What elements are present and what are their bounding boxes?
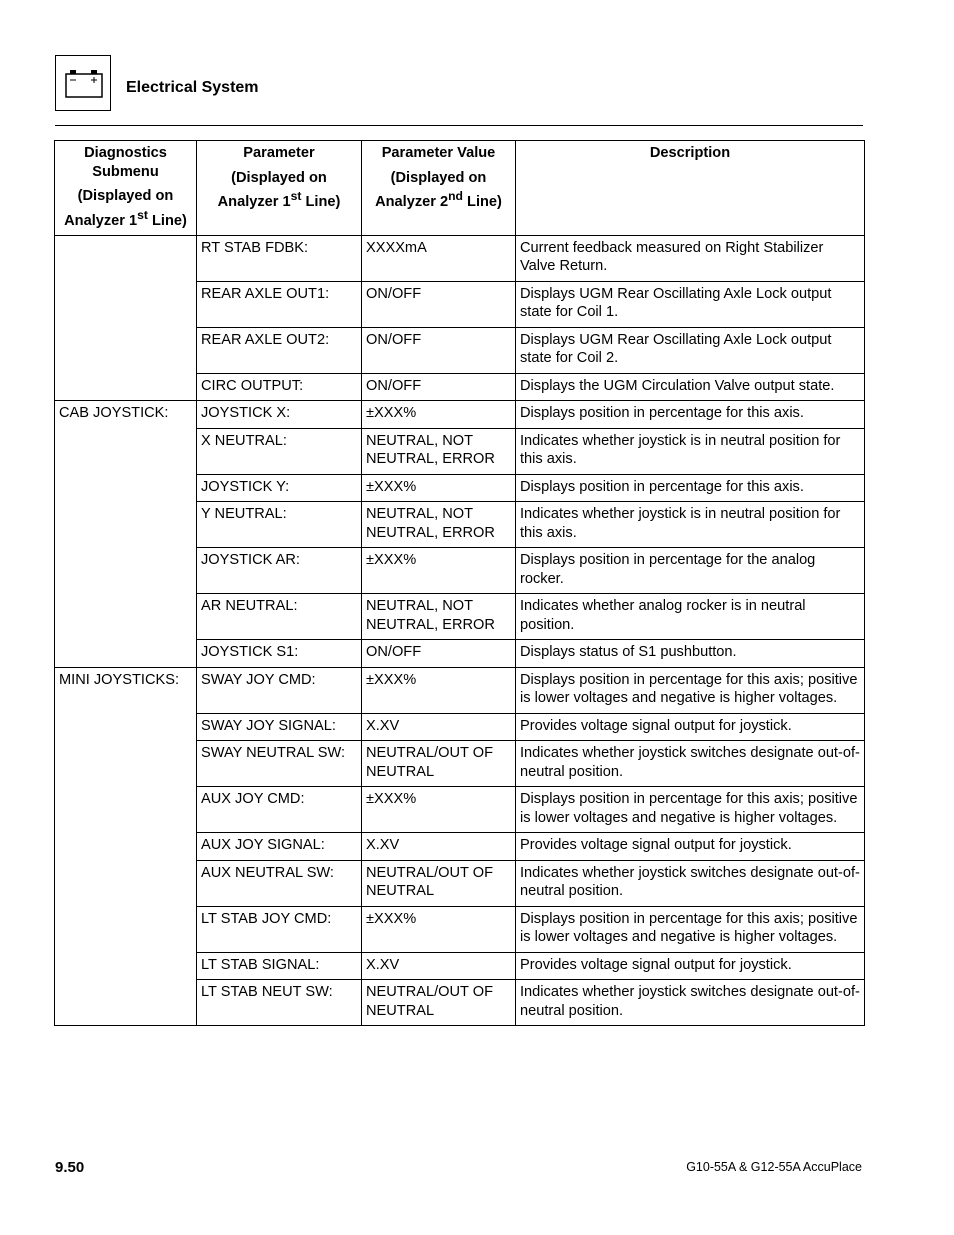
column-header-title: Parameter	[243, 145, 315, 161]
parameter-value-cell: ON/OFF	[362, 327, 516, 373]
column-header	[362, 141, 516, 236]
submenu-cell: CAB JOYSTICK:	[55, 401, 197, 668]
parameter-value-cell: NEUTRAL/OUT OF NEUTRAL	[362, 980, 516, 1026]
section-title: Electrical System	[126, 79, 259, 96]
table-row	[55, 235, 865, 281]
parameter-cell: SWAY JOY CMD:	[197, 667, 362, 713]
subtitle-text: Line)	[147, 212, 187, 229]
page-number: 9.50	[55, 1159, 85, 1176]
parameter-cell: LT STAB JOY CMD:	[197, 906, 362, 952]
description-cell: Provides voltage signal output for joystick.	[516, 952, 865, 980]
table-row	[55, 667, 865, 713]
submenu-cell: MINI JOYSTICKS:	[55, 667, 197, 1026]
parameter-cell: LT STAB SIGNAL:	[197, 952, 362, 980]
parameter-cell: CIRC OUTPUT:	[197, 373, 362, 401]
description-cell: Displays position in percentage for this axis.	[516, 401, 865, 429]
parameter-value-cell: ±XXX%	[362, 548, 516, 594]
parameter-cell: AUX NEUTRAL SW:	[197, 860, 362, 906]
description-cell: Displays UGM Rear Oscillating Axle Lock output state for Coil 2.	[516, 327, 865, 373]
parameter-cell: AR NEUTRAL:	[197, 594, 362, 640]
subtitle-text: (Displayed on Analyzer 2	[375, 169, 487, 210]
column-header-title: Diagnostics Submenu	[84, 145, 167, 180]
description-cell: Displays position in percentage for this axis; positive is lower voltages and negative is higher voltages.	[516, 787, 865, 833]
description-cell: Displays UGM Rear Oscillating Axle Lock output state for Coil 1.	[516, 281, 865, 327]
parameter-value-cell: NEUTRAL, NOT NEUTRAL, ERROR	[362, 502, 516, 548]
document-title: G10-55A & G12-55A AccuPlace	[686, 1160, 862, 1174]
battery-icon	[65, 70, 103, 98]
parameter-value-cell: ±XXX%	[362, 667, 516, 713]
description-cell: Displays position in percentage for this axis; positive is lower voltages and negative is higher voltages.	[516, 667, 865, 713]
parameter-value-cell: ON/OFF	[362, 373, 516, 401]
ordinal-suffix: nd	[448, 189, 463, 203]
table-header-row	[55, 141, 865, 236]
column-header	[197, 141, 362, 236]
parameter-cell: JOYSTICK AR:	[197, 548, 362, 594]
column-header-subtitle	[366, 169, 511, 212]
column-header	[516, 141, 865, 236]
description-cell: Indicates whether joystick is in neutral position for this axis.	[516, 428, 865, 474]
description-cell: Indicates whether joystick is in neutral position for this axis.	[516, 502, 865, 548]
parameter-value-cell: ±XXX%	[362, 906, 516, 952]
submenu-cell	[55, 235, 197, 401]
column-header-subtitle	[59, 187, 192, 230]
parameter-value-cell: ON/OFF	[362, 281, 516, 327]
parameter-cell: JOYSTICK Y:	[197, 474, 362, 502]
parameter-cell: JOYSTICK S1:	[197, 640, 362, 668]
parameter-cell: Y NEUTRAL:	[197, 502, 362, 548]
header-divider	[55, 125, 863, 126]
description-cell: Indicates whether analog rocker is in neutral position.	[516, 594, 865, 640]
description-cell: Indicates whether joystick switches designate out-of-neutral position.	[516, 741, 865, 787]
table-body	[55, 235, 865, 1026]
parameter-cell: REAR AXLE OUT2:	[197, 327, 362, 373]
parameter-value-cell: ±XXX%	[362, 401, 516, 429]
parameter-value-cell: NEUTRAL/OUT OF NEUTRAL	[362, 860, 516, 906]
parameter-cell: AUX JOY CMD:	[197, 787, 362, 833]
subtitle-text: (Displayed on Analyzer 1	[64, 188, 174, 229]
description-cell: Provides voltage signal output for joystick.	[516, 713, 865, 741]
parameter-cell: RT STAB FDBK:	[197, 235, 362, 281]
parameter-value-cell: ON/OFF	[362, 640, 516, 668]
description-cell: Displays position in percentage for this axis; positive is lower voltages and negative is higher voltages.	[516, 906, 865, 952]
description-cell: Displays position in percentage for this axis.	[516, 474, 865, 502]
parameter-value-cell: ±XXX%	[362, 474, 516, 502]
parameter-value-cell: NEUTRAL/OUT OF NEUTRAL	[362, 741, 516, 787]
parameter-value-cell: XXXXmA	[362, 235, 516, 281]
parameter-value-cell: X.XV	[362, 952, 516, 980]
parameter-value-cell: X.XV	[362, 833, 516, 861]
description-cell: Indicates whether joystick switches designate out-of-neutral position.	[516, 980, 865, 1026]
parameter-cell: SWAY JOY SIGNAL:	[197, 713, 362, 741]
parameter-cell: JOYSTICK X:	[197, 401, 362, 429]
parameter-cell: X NEUTRAL:	[197, 428, 362, 474]
parameter-cell: LT STAB NEUT SW:	[197, 980, 362, 1026]
subtitle-text: (Displayed on Analyzer 1	[217, 169, 327, 210]
ordinal-suffix: st	[137, 207, 148, 222]
description-cell: Indicates whether joystick switches designate out-of-neutral position.	[516, 860, 865, 906]
table-row	[55, 401, 865, 429]
diagnostics-table	[54, 140, 865, 1026]
parameter-value-cell: ±XXX%	[362, 787, 516, 833]
column-header-subtitle	[201, 169, 357, 212]
description-cell: Displays position in percentage for the analog rocker.	[516, 548, 865, 594]
parameter-value-cell: NEUTRAL, NOT NEUTRAL, ERROR	[362, 594, 516, 640]
parameter-cell: REAR AXLE OUT1:	[197, 281, 362, 327]
section-icon-box	[55, 55, 111, 111]
parameter-cell: AUX JOY SIGNAL:	[197, 833, 362, 861]
column-header	[55, 141, 197, 236]
column-header-title: Parameter Value	[381, 145, 496, 161]
description-cell: Current feedback measured on Right Stabilizer Valve Return.	[516, 235, 865, 281]
ordinal-suffix: st	[290, 189, 302, 203]
parameter-value-cell: X.XV	[362, 713, 516, 741]
parameter-cell: SWAY NEUTRAL SW:	[197, 741, 362, 787]
subtitle-text: Line)	[462, 193, 502, 210]
column-header-title: Description	[649, 145, 731, 161]
description-cell: Displays status of S1 pushbutton.	[516, 640, 865, 668]
subtitle-text: Line)	[301, 193, 341, 210]
parameter-value-cell: NEUTRAL, NOT NEUTRAL, ERROR	[362, 428, 516, 474]
description-cell: Displays the UGM Circulation Valve output state.	[516, 373, 865, 401]
description-cell: Provides voltage signal output for joystick.	[516, 833, 865, 861]
